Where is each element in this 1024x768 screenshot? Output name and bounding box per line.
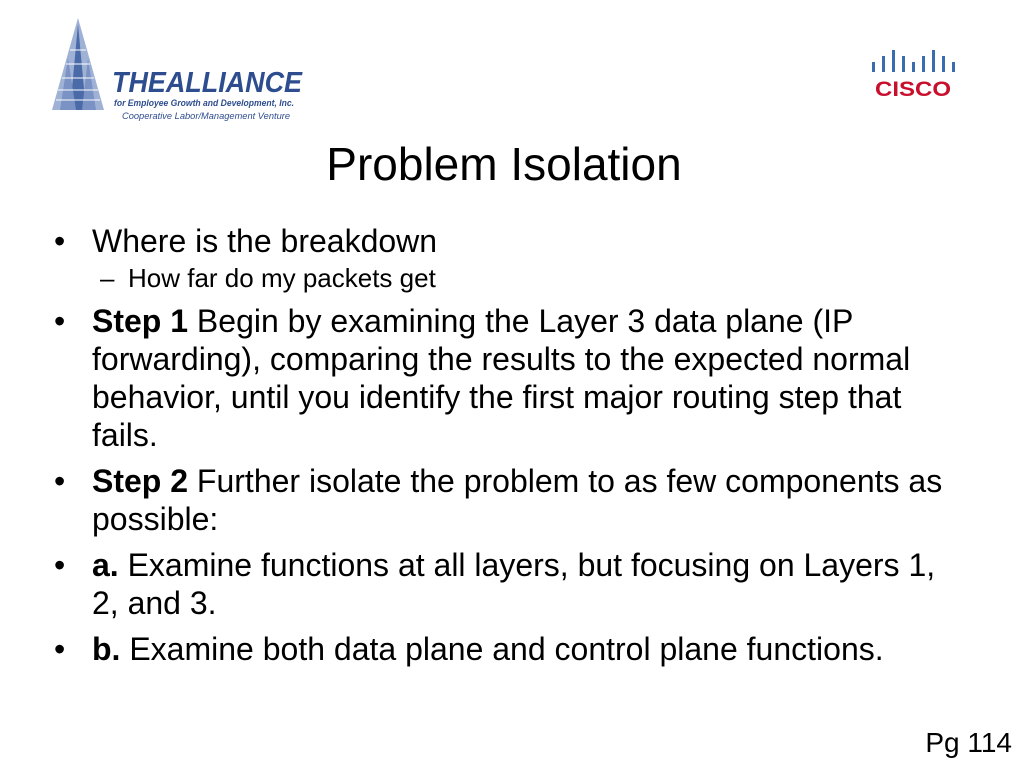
bullet-item bbox=[52, 222, 952, 294]
bullet-marker: • bbox=[54, 463, 66, 499]
alliance-tagline: for Employee Growth and Development, Inc. bbox=[114, 98, 294, 109]
bullet-marker: • bbox=[54, 223, 66, 259]
bullet-text: Begin by examining the Layer 3 data plane (IP forwarding), comparing the results to the expected normal behavior, until you identify the first major routing step that fails. bbox=[92, 303, 911, 453]
alliance-building-graphic bbox=[52, 18, 104, 110]
cisco-bars-graphic bbox=[872, 50, 955, 72]
bullet-text: Examine functions at all layers, but focusing on Layers 1, 2, and 3. bbox=[92, 547, 936, 621]
bullet-text: Further isolate the problem to as few components as possible: bbox=[92, 463, 943, 537]
alliance-wordmark: THEALLIANCE bbox=[112, 67, 304, 99]
sub-bullet-list bbox=[92, 262, 952, 294]
bullet-item bbox=[52, 462, 952, 538]
bullet-item bbox=[52, 302, 952, 454]
sub-bullet-text: How far do my packets get bbox=[128, 263, 436, 293]
bullet-item bbox=[52, 630, 952, 668]
bullet-marker: • bbox=[54, 303, 66, 339]
bullet-text: Where is the breakdown bbox=[92, 223, 438, 259]
bullet-lead: b. bbox=[92, 631, 121, 667]
sub-bullet-marker: – bbox=[100, 263, 115, 293]
slide-title: Problem Isolation bbox=[326, 138, 682, 190]
cisco-wordmark: CISCO bbox=[875, 78, 951, 101]
bullet-lead: Step 1 bbox=[92, 303, 189, 339]
bullet-marker: • bbox=[54, 631, 66, 667]
bullet-list bbox=[52, 222, 952, 676]
bullet-lead: Step 2 bbox=[92, 463, 189, 499]
page-number: Pg 114 bbox=[925, 727, 1012, 758]
bullet-lead: a. bbox=[92, 547, 119, 583]
sub-bullet-item bbox=[92, 262, 952, 294]
alliance-subtitle: Cooperative Labor/Management Venture bbox=[122, 111, 290, 121]
cisco-logo bbox=[862, 42, 962, 102]
bullet-marker: • bbox=[54, 547, 66, 583]
the-alliance-logo bbox=[48, 18, 310, 130]
bullet-item bbox=[52, 546, 952, 622]
bullet-text: Examine both data plane and control plane functions. bbox=[120, 631, 884, 667]
